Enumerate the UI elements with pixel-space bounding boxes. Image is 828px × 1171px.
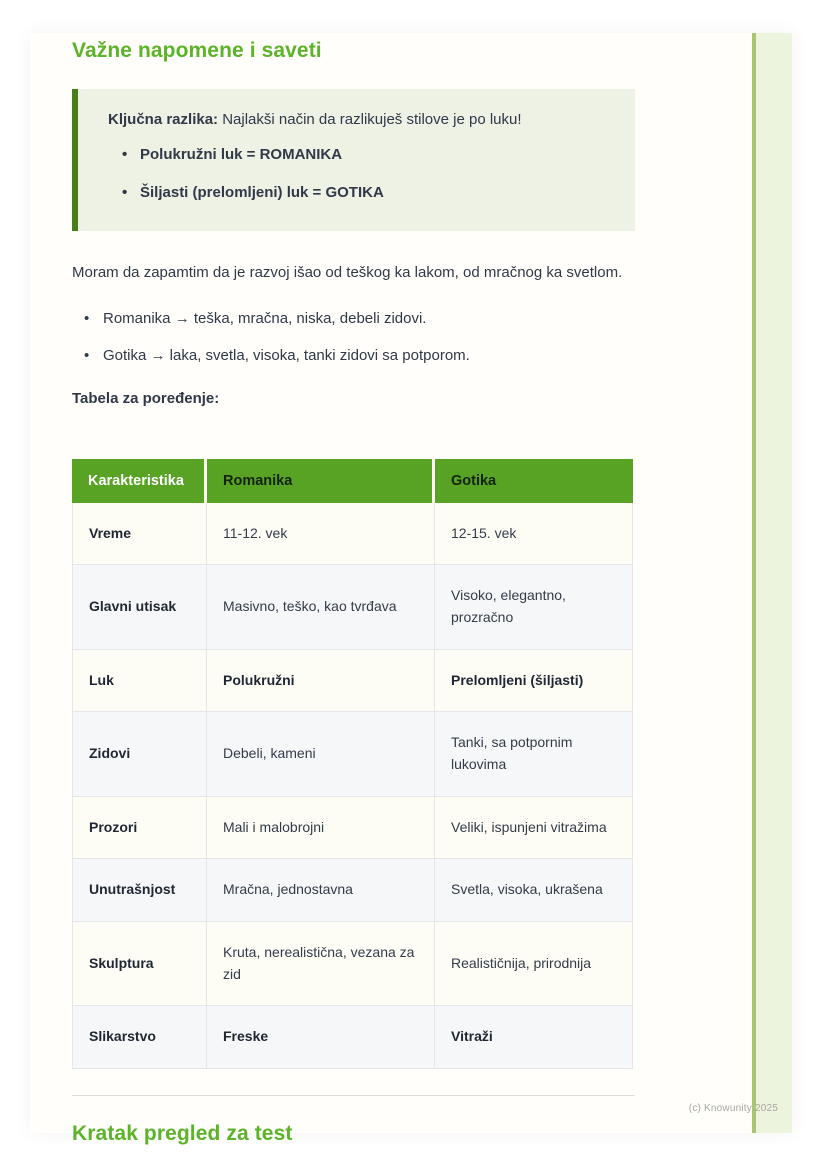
table-row <box>72 922 633 1006</box>
callout-bullet-romanika: • Polukružni luk = ROMANIKA <box>122 144 611 167</box>
table-row <box>72 712 633 796</box>
row-label: Luk <box>72 650 207 713</box>
callout-bullet-gotika: • Šiljasti (prelomljeni) luk = GOTIKA <box>122 182 611 205</box>
comparison-table <box>72 459 633 1070</box>
key-difference-callout <box>72 89 635 231</box>
copyright-note: (c) Knowunity 2025 <box>688 1103 778 1114</box>
cell-gotika: Veliki, ispunjeni vitražima <box>435 797 633 860</box>
section-divider <box>72 1095 635 1096</box>
table-row <box>72 1006 633 1069</box>
callout-lead-bold: Ključna razlika: <box>108 111 219 128</box>
table-header-row <box>72 459 633 503</box>
section-heading-quick-review: Kratak pregled za test <box>72 1122 293 1146</box>
header-cell-karakteristika: Karakteristika <box>72 459 207 503</box>
cell-gotika: 12-15. vek <box>435 503 633 566</box>
header-cell-gotika: Gotika <box>435 459 633 503</box>
cell-romanika: Debeli, kameni <box>207 712 435 796</box>
cell-gotika: Realističnija, prirodnija <box>435 922 633 1006</box>
cell-romanika: Kruta, nerealistična, vezana za zid <box>207 922 435 1006</box>
table-row <box>72 650 633 713</box>
page-content <box>72 33 635 1146</box>
style-summary-gotika: • Gotika → laka, svetla, visoka, tanki zidovi sa potporom. <box>84 345 635 368</box>
row-label: Zidovi <box>72 712 207 796</box>
memo-paragraph: Moram da zapamtim da je razvoj išao od teškog ka lakom, od mračnog ka svetlom. <box>72 263 623 281</box>
callout-lead-text: Najlakši način da razlikuješ stilove je po luku! <box>222 111 522 128</box>
table-row <box>72 859 633 922</box>
section-heading-notes: Važne napomene i saveti <box>72 39 322 62</box>
page-edge-strip <box>752 33 792 1133</box>
row-label: Glavni utisak <box>72 565 207 649</box>
style-summary-list <box>84 308 635 368</box>
table-label: Tabela za poređenje: <box>72 389 220 407</box>
cell-romanika: Mali i malobrojni <box>207 797 435 860</box>
row-label: Vreme <box>72 503 207 566</box>
cell-gotika: Visoko, elegantno, prozračno <box>435 565 633 649</box>
cell-romanika: Freske <box>207 1006 435 1069</box>
row-label: Unutrašnjost <box>72 859 207 922</box>
callout-lead <box>108 109 611 132</box>
header-cell-romanika: Romanika <box>207 459 435 503</box>
row-label: Skulptura <box>72 922 207 1006</box>
cell-gotika: Svetla, visoka, ukrašena <box>435 859 633 922</box>
cell-gotika: Vitraži <box>435 1006 633 1069</box>
cell-romanika: Mračna, jednostavna <box>207 859 435 922</box>
table-row <box>72 503 633 566</box>
document-page <box>30 33 792 1146</box>
cell-romanika: Polukružni <box>207 650 435 713</box>
cell-gotika: Tanki, sa potpornim lukovima <box>435 712 633 796</box>
cell-gotika: Prelomljeni (šiljasti) <box>435 650 633 713</box>
cell-romanika: Masivno, teško, kao tvrđava <box>207 565 435 649</box>
row-label: Prozori <box>72 797 207 860</box>
table-row <box>72 565 633 649</box>
style-summary-romanika: • Romanika → teška, mračna, niska, debeli zidovi. <box>84 308 635 331</box>
cell-romanika: 11-12. vek <box>207 503 435 566</box>
row-label: Slikarstvo <box>72 1006 207 1069</box>
callout-bullet-list <box>122 144 611 205</box>
table-row <box>72 797 633 860</box>
